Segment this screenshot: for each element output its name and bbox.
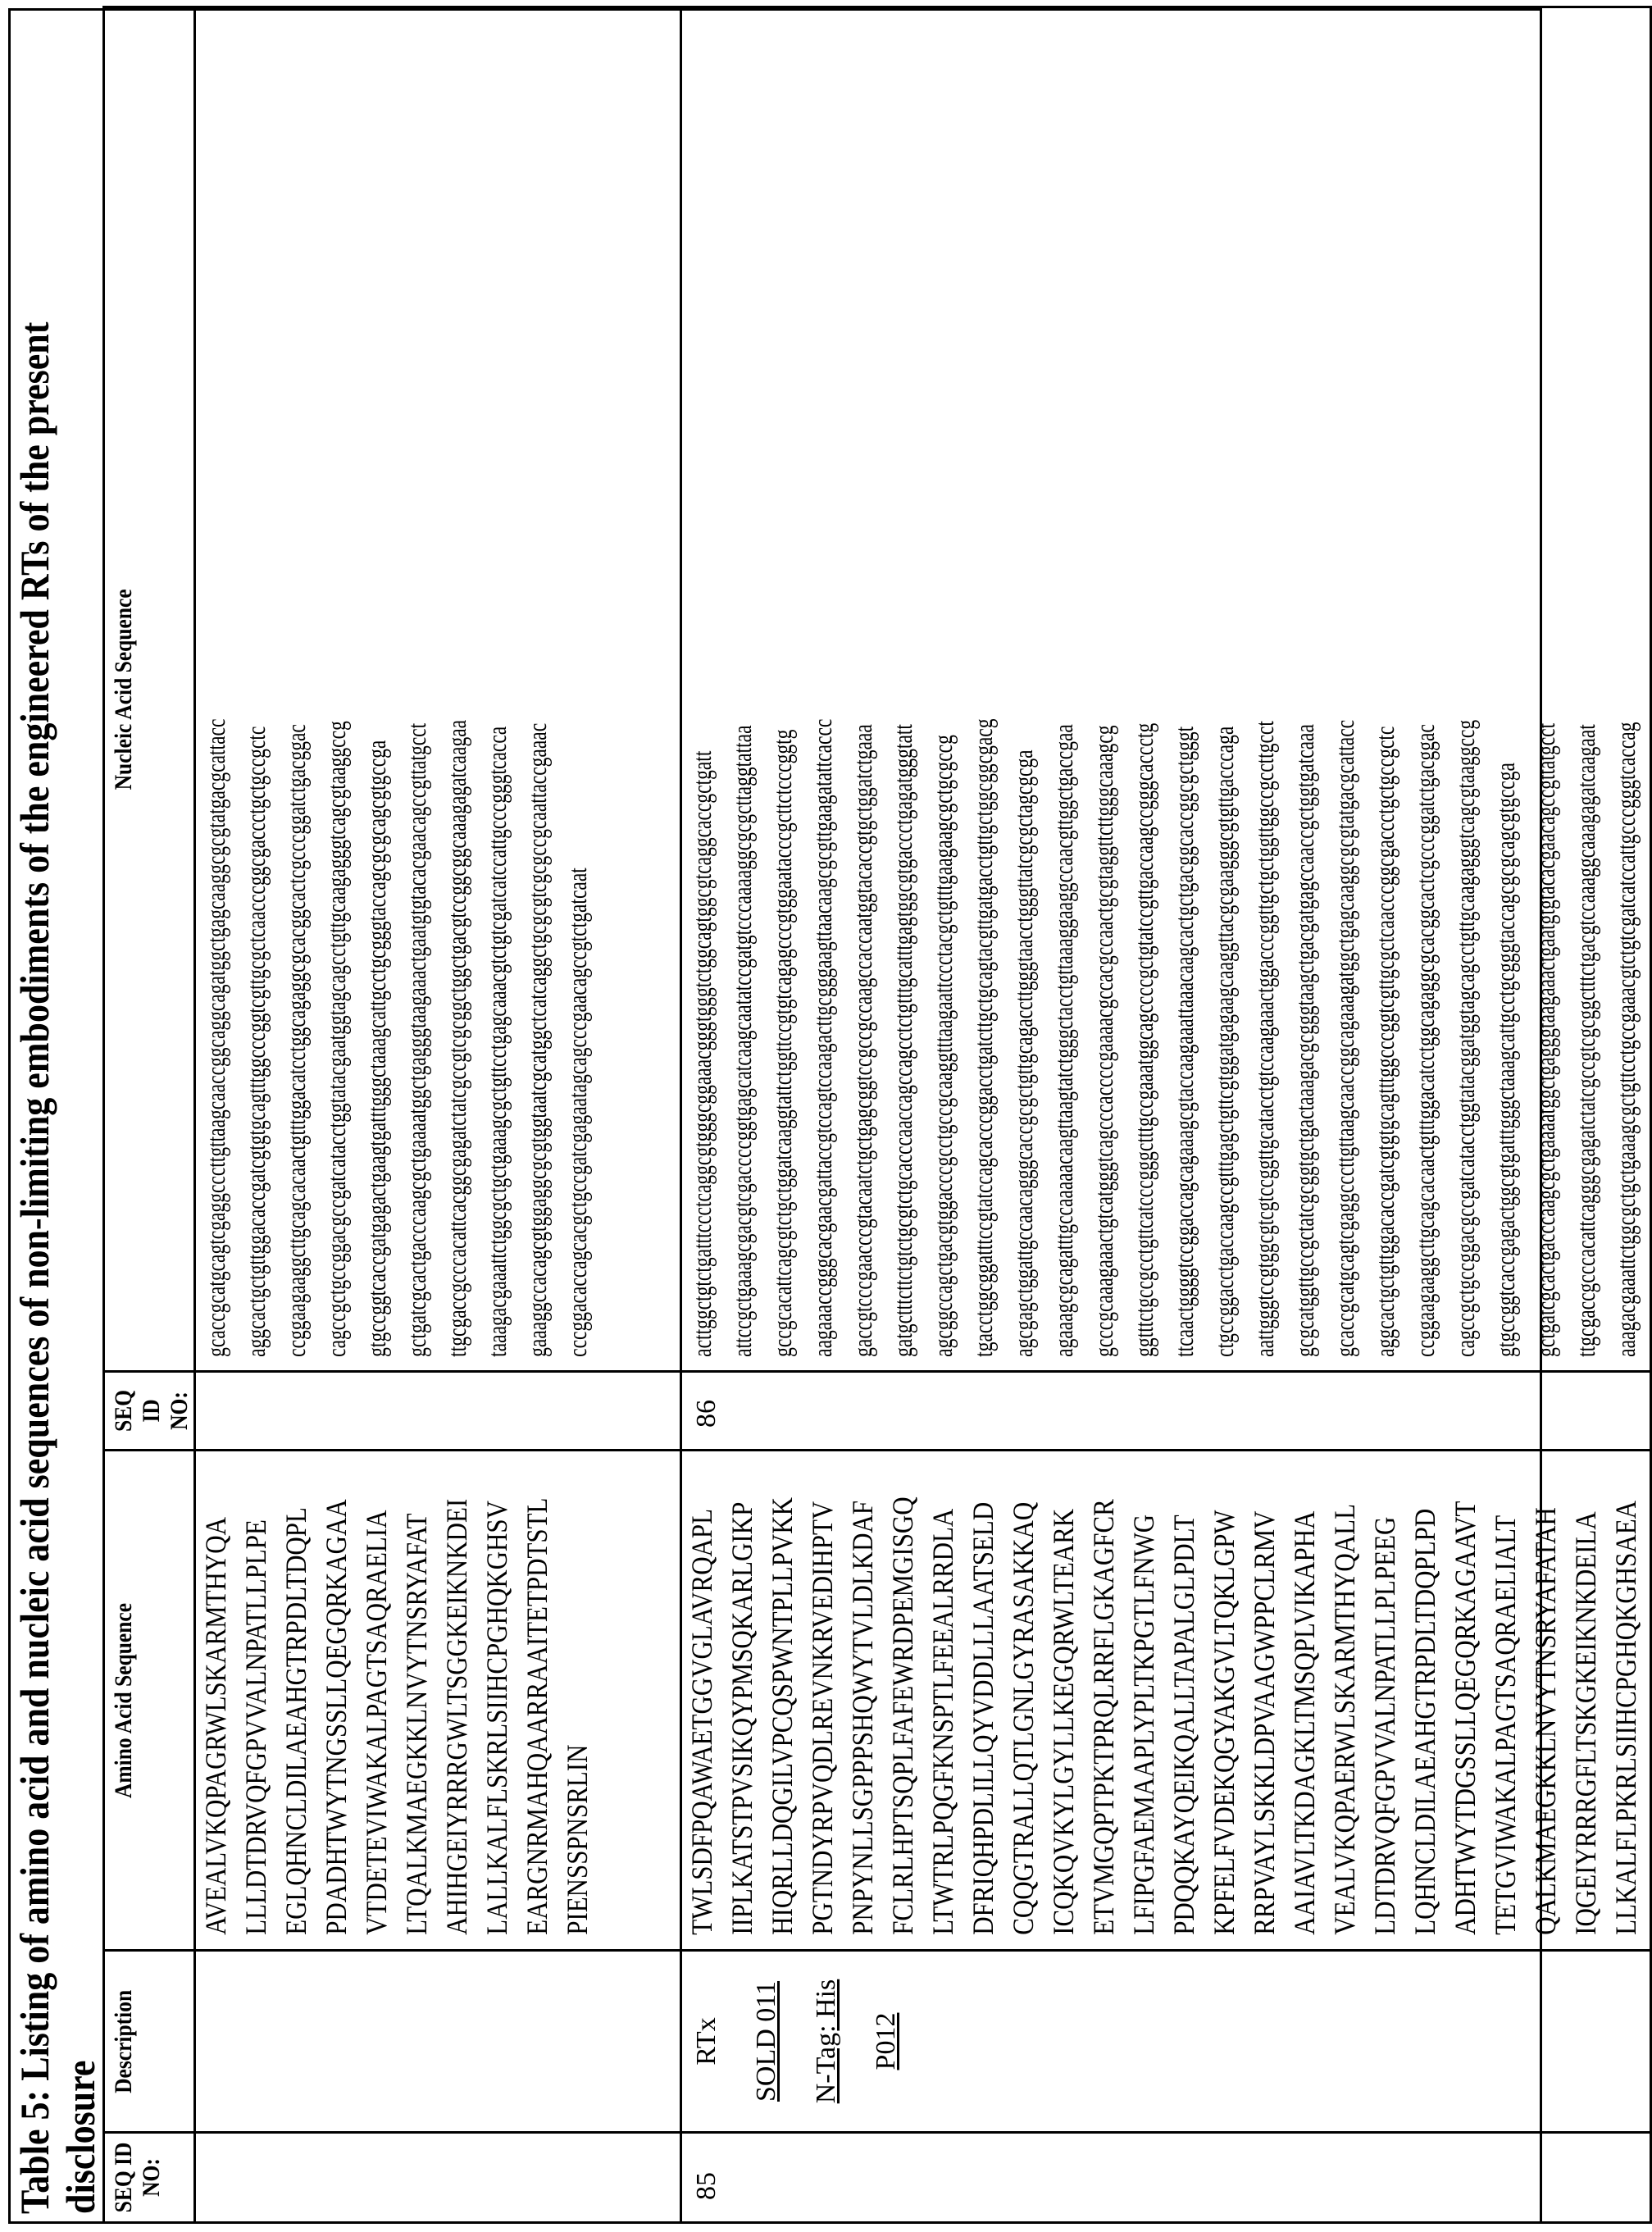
amino-acid-line: ETVMGQPTPKTPRQLRRFLGKAGFCR	[1087, 1499, 1120, 1935]
amino-acid-line: TETGVIWAKALPAGTSAQRAELIALT	[1489, 1515, 1522, 1935]
amino-acid-line: PNPYNLLSGPPPSHQWYTVLDLKDAF	[846, 1500, 879, 1935]
sequence-table	[102, 6, 1652, 2224]
nucleic-acid-line: tgacctggcggatttccgtatccagcacccggacctgatcttgctgcagtacgttgatgacctgttgctggcggcgacg	[968, 718, 998, 1357]
amino-acid-line: LALLKALFLSKRLSIIHCPGHQKGHSV	[480, 1501, 513, 1935]
nucleic-acid-line: gaaaggccacagcgtggaggcgcgtggtaatcgcatggctcatcaggctgcgcgtcgcgccgcaattaccgaaac	[522, 722, 552, 1357]
amino-acid-line: DFRIQHPDLILLQYVDDLLLAATSELD	[967, 1501, 999, 1935]
table-title	[11, 294, 103, 2214]
header-amino-acid-sequence: Amino Acid Sequence	[104, 1451, 195, 1951]
nucleic-acid-line: taaagacgaaattctggcgctgctgaaagcgctgttcctgagcaaacgtctgtcgatcatccattgcccgggtcacca	[482, 726, 512, 1357]
nucleic-acid-line: ttcaactggggtccggaccagcagaaagcgtaccaagaaattaaacaagcactgctgacggcaccggcgctgggt	[1169, 726, 1199, 1357]
nucleic-acid-line: attccgctgaaagcgacgtcgaccccggtgagcatcaagcaatatccgatgtcccaaaaggcgcgcttaggtattaa	[727, 725, 757, 1357]
description-text: RTx	[691, 2017, 721, 2066]
seq-id-value: 86	[691, 1400, 721, 1428]
table-caption: : Listing of amino acid and nucleic acid sequences of non-limiting embodiments of the engineered RTs of the present disclosure	[11, 321, 103, 2214]
amino-acid-line: LDTDRVQFGPVVALNPATLLPLPEEG	[1368, 1516, 1401, 1935]
nucleic-acid-line: gctgatcgcactgacccaagcgctgaaaatggctgagggtaagaaactgaatgtgtacacgaacagccgttatgcct	[402, 722, 431, 1357]
description-item	[870, 1952, 903, 2131]
description-text: N-Tag: His	[811, 1979, 841, 2104]
amino-acid-line: LFIPGFAEMAAPLYPLTKPGTLFNWG	[1127, 1514, 1160, 1935]
nucleic-acid-line: aggcactgctgttggacaccgatcgtgtgcagtttggcccggtcgttgcgctcaacccggcgaccctgctgccgctc	[241, 726, 271, 1357]
nucleic-acid-line: aggcactgctgttggacaccgatcgtgtgcagtttggcccggtcgttgcgctcaacccggcgaccctgctgccgctc	[1370, 726, 1399, 1357]
amino-acid-line: PDADHTWYTNGSSLLQEGQRKAGAA	[320, 1499, 353, 1935]
nucleic-acid-line: gcaccgcatgcagtcgaggcccttgttaagcaaccggcaggcagatggctgagcaaggcgcgtatgacgcattacc	[201, 718, 230, 1357]
description-item	[810, 1952, 843, 2131]
table-label: Table 5	[11, 2102, 57, 2214]
amino-acid-line: ADHTWYTDGSSLLQEGQRKAGAAVT	[1449, 1501, 1481, 1935]
nucleic-acid-line: ccggaagaaggcttgcagcacaactgtttggacatcctggcagaggcgcacggcactcgcccggatctgacggac	[281, 724, 311, 1357]
table-header-row	[104, 7, 195, 2223]
seq-id-protein-cell	[195, 2133, 681, 2223]
amino-acid-line: VEALVKQPAERWLSKARMTHYQALL	[1328, 1504, 1361, 1935]
table-row	[681, 7, 1651, 2223]
amino-acid-line: QALKMAEGKKLNVYTNSRYAFATAH	[1529, 1507, 1562, 1935]
nucleic-acid-line: gcccgcaaagaaactgtcatgggtcagcccaccccgaaaacgccacgccaactgcgtaggttcttgggcaaagcg	[1089, 725, 1118, 1357]
amino-acid-sequence-cell	[195, 1451, 681, 1951]
amino-acid-line: PGTNDYRPVQDLREVNKRVEDIHPTV	[806, 1501, 839, 1935]
nucleic-acid-line: gcaccgcatgcagtcgaggcccttgttaagcaaccggcagaaagatggctgagcaaggcgcgtatgacgcattacc	[1330, 719, 1359, 1357]
amino-acid-line: LTWTRLPQGFKNSPTLFEEALRRDLA	[926, 1508, 959, 1935]
amino-acid-line: RRPVAYLSKKLDPVAAGWPPCLRMV	[1248, 1510, 1281, 1935]
amino-acid-line: LLLDTDRVQFGPVVALNPATLLPLPE	[239, 1519, 272, 1935]
amino-acid-line: CQQGTRALLQTLGNLGYRASAKKAQ	[1007, 1501, 1040, 1935]
seq-id-nucleic-cell	[681, 1372, 1651, 1451]
header-nucleic-acid-sequence: Nucleic Acid Sequence	[104, 7, 195, 1372]
nucleic-acid-line: cccggacaccagcacgctgccgatcgagaatagcagcccgaacagccgtctgatcaat	[562, 868, 592, 1357]
header-description: Description	[104, 1951, 195, 2133]
nucleic-acid-line: ccggaagaaggcttgcagcacaactgtttggacatcctggcagaggcgcacggcactcgcccggatctgacggac	[1410, 724, 1440, 1357]
nucleic-acid-line: agaaagcgcagatttgccaaaaacaagttaagtatctgggctacctgttaaaggaaggccaacgttggctgaccgaa	[1049, 724, 1078, 1357]
nucleic-acid-line: gatgctttcttctgtctgcgtctgcacccaaccagccagcctctgtttgcatttgagtggcgtgaccctgagatgggtatt	[888, 724, 917, 1357]
amino-acid-line: PDQQKAYQEIKQALLTAPALGLPDLT	[1167, 1515, 1200, 1935]
amino-acid-line: TWLSDFPQAWAETGGVGLAVRQAPL	[685, 1508, 718, 1935]
description-text: SOLD 011	[751, 1980, 781, 2102]
amino-acid-line: IQGEIYRRRGFLTSKGKEIKNKDEILA	[1569, 1511, 1602, 1935]
seq-id-value	[196, 1373, 204, 1449]
amino-acid-line: AHIHGEIYRRRGWLTSGGKEIKNKDEI	[440, 1498, 473, 1935]
header-seq-id-nucleic: SEQ ID NO:	[104, 1372, 195, 1451]
nucleic-acid-line: gtgccggtcaccgatgagactgaagtgatttgggctaaagcattgcctgcgggtaccagcgcgcagcgtgccga	[362, 740, 391, 1357]
amino-acid-line: FCLRLHPTSQPLFAFEWRDPEMGISGQ	[886, 1496, 919, 1935]
description-text: P012	[871, 2012, 901, 2070]
amino-acid-line: AVEALVKQPAGRWLSKARMTHYQA	[199, 1517, 232, 1935]
nucleic-acid-sequence-cell	[195, 7, 681, 1372]
amino-acid-line: KPFELFVDEKQGYAKGVLTQKLGPW	[1208, 1510, 1240, 1935]
description-item	[690, 1952, 723, 2131]
table-row	[195, 7, 681, 2223]
nucleic-acid-line: ttgcgaccgcccacattcacggcgagatctatcgccgtcgcggctggctgacgtccggcggcaaagagatcaagaa	[442, 719, 471, 1357]
amino-acid-line: ICQKQVKYLGYLLKEGQRWLTEARK	[1047, 1508, 1080, 1935]
nucleic-acid-line: cagccgctgccggacgccgatcatacctggtatacggatggtagcagcctgttgcaagagggtcagcgtaaggccg	[1450, 719, 1480, 1357]
amino-acid-line: HIQRLLDQGILVPCQSPWNTPLLPVKK	[766, 1496, 799, 1935]
nucleic-acid-line: cagccgctgccggacgccgatcatacctggtatacgaatggtagcagcctgttgcaagagggtcagcgtaaggccg	[321, 721, 351, 1357]
amino-acid-line: LLKALFLPKRLSIIHCPGHQKGHSAEA	[1609, 1501, 1642, 1935]
nucleic-acid-line: ctgccggacctgaccaagccgtttgagctgttcgtggatgagaagcaaggttacgcgaagggcgtgttgacccaga	[1209, 726, 1239, 1357]
seq-id-protein-cell	[681, 2133, 1651, 2223]
nucleic-acid-line: agcgagctggattgccaacagggcaccgcgctgttgcagaccttgggtaacctgggttatcgcgctagcgcga	[1008, 749, 1038, 1357]
nucleic-acid-line: ttgcgaccgcccacattcagggcgagatctatcgccgtcgcggctttctgacgtccaaaggcaaagagatcaagaat	[1571, 724, 1600, 1357]
amino-acid-sequence-cell	[681, 1451, 1651, 1951]
nucleic-acid-line: gtgccggtcaccgagactggcgtgatttgggctaaagcattgcctgcgggtaccagcgcgcagcgtgccga	[1490, 763, 1520, 1357]
amino-acid-line: LTQALKMAEGKKLNVYTNSRYAFAT	[400, 1513, 433, 1935]
nucleic-acid-line: gaccgtcccgaacccgtacaatctgctgagcggtccgccgccaagccaccaatggtacaccgtgctggatctgaaa	[848, 724, 877, 1357]
nucleic-acid-line: acttggctgtctgatttccctcaggcgtgggcggaaacgggtgggtctggcagtggcgtcaggcaccgctgatt	[687, 750, 717, 1357]
nucleic-acid-line: gcgcatggttgccgctatcgcggtgctgactaaagacgcgggtaagctgacgatgagccaaccgctggtgatcaaa	[1290, 724, 1319, 1357]
amino-acid-line: VTDETEVIWAKALPAGTSAQRAELIA	[360, 1510, 393, 1935]
seq-id-nucleic-cell	[195, 1372, 681, 1451]
header-seq-id-protein: SEQ ID NO:	[104, 2133, 195, 2223]
nucleic-acid-line: gccgcacattcagcgtctgctggatcaaggtattctggttccgtgtcagagcccgtggaatacccgcttctcccggtg	[767, 729, 797, 1357]
amino-acid-line: EGLQHNCLDILAEAHGTRPDLTDQPL	[280, 1507, 312, 1935]
nucleic-acid-line: ggtttctgccgcctgttcatcccgggctttgccgaaatggcagccccgctgtatccgttgaccaagccgggcaccctg	[1129, 722, 1158, 1357]
amino-acid-line: AAIAVLTKDAGKLTMSQPLVIKAPHA	[1288, 1510, 1321, 1935]
amino-acid-line: IIPLKATSTPVSIKQYPMSQKARLGIKP	[726, 1501, 758, 1935]
amino-acid-line: LQHNCLDILAEAHGTRPDLTDQPLPD	[1409, 1508, 1441, 1935]
nucleic-acid-line: aagaaaccgggcacgaacgattaccgtccagtccaagacttgcgggaagttaacaagcgcgttgaagatattcaccc	[808, 718, 837, 1357]
nucleic-acid-line: aattgggtccgtggcgtcgtccggttgcatacctgtccaagaaactggacccggttgctgctggttggccgccttgcct	[1249, 721, 1279, 1357]
nucleic-acid-line: aaagacgaaattctggcgctgctgaaagcgctgttcctgccgaaacgtctgtcgatcatccattgcccgggtcaccag	[1611, 722, 1641, 1357]
nucleic-acid-line: agcggccagctgacgtggacccgcctgccgcaaggtttaagaattccctacgctgtttgaagaagcgctgcgccg	[928, 735, 958, 1357]
description-item	[750, 1952, 783, 2131]
seq-id-value: 85	[691, 2172, 721, 2200]
amino-acid-line: PIENSSPNSRLIN	[561, 1744, 594, 1935]
seq-id-value	[196, 2134, 204, 2221]
amino-acid-line: EARGNRMAHQAARRAAITETPDTSTL	[521, 1497, 553, 1935]
nucleic-acid-sequence-cell	[681, 7, 1651, 1372]
nucleic-acid-line: gctgatcgcactgacccaagcgctgaaaatggctgagggtaagaaactgaatgtgtacacgaacagccgttatgcct	[1531, 722, 1560, 1357]
description-cell	[681, 1951, 1651, 2133]
description-cell	[195, 1951, 681, 2133]
